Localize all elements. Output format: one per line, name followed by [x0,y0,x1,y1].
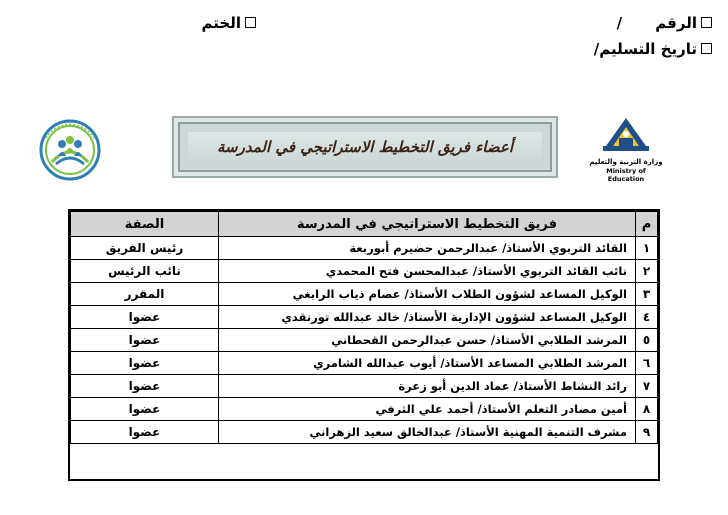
delivery-date-field [560,40,712,58]
stamp-field [176,14,256,32]
table-row [71,283,658,306]
table-row [71,352,658,375]
col-header-role: الصفة [71,212,219,237]
table-row [71,237,658,260]
team-table [70,211,658,444]
ministry-emblem-icon [601,116,651,154]
table-row [71,398,658,421]
table-row [71,421,658,444]
ministry-logo [588,116,664,183]
member-name: نائب القائد التربوي الأستاذ/ عبدالمحسن فتح المحمدي [219,260,636,283]
ministry-english-text: Ministry of Education [606,167,646,183]
row-number: ٨ [636,398,658,421]
number-label: الرقم [655,14,697,32]
table-header-row [71,212,658,237]
member-role: عضوا [71,375,219,398]
row-number: ٦ [636,352,658,375]
member-name: أمين مصادر التعلم الأستاذ/ أحمد علي الثرفي [219,398,636,421]
member-name: مشرف التنمية المهنية الأستاذ/ عبدالخالق سعيد الزهراني [219,421,636,444]
delivery-date-label: تاريخ التسليم/ [593,40,697,58]
checkbox-icon [701,43,712,54]
row-number: ٥ [636,329,658,352]
member-role: عضوا [71,306,219,329]
school-logo [38,112,102,182]
number-separator: / [616,14,623,32]
member-name: الوكيل المساعد لشؤون الطلاب الأستاذ/ عصام ذياب الرابغي [219,283,636,306]
member-role: المقرر [71,283,219,306]
table-row [71,329,658,352]
table-row [71,375,658,398]
col-header-num: م [636,212,658,237]
number-field [572,14,712,32]
row-number: ٧ [636,375,658,398]
member-role: عضوا [71,329,219,352]
row-number: ٩ [636,421,658,444]
member-name: القائد التربوي الأستاذ/ عبدالرحمن حضيرم أبوربعة [219,237,636,260]
col-header-team: فريق التخطيط الاستراتيجي في المدرسة [219,212,636,237]
checkbox-icon [245,17,256,28]
banner-title: أعضاء فريق التخطيط الاستراتيجي في المدرسة [217,138,513,156]
member-role: عضوا [71,421,219,444]
stamp-label: الختم [201,14,241,32]
member-role: عضوا [71,398,219,421]
member-role: عضوا [71,352,219,375]
row-number: ١ [636,237,658,260]
table-row [71,306,658,329]
member-role: نائب الرئيس [71,260,219,283]
title-banner [172,116,558,178]
member-role: رئيس الفريق [71,237,219,260]
row-number: ٣ [636,283,658,306]
checkbox-icon [701,17,712,28]
member-name: رائد النشاط الأستاذ/ عماد الدين أبو زعرة [219,375,636,398]
row-number: ٢ [636,260,658,283]
member-name: المرشد الطلابي المساعد الأستاذ/ أيوب عبدالله الشامري [219,352,636,375]
table-row [71,260,658,283]
member-name: الوكيل المساعد لشؤون الإدارية الأستاذ/ خالد عبدالله تورنقدي [219,306,636,329]
row-number: ٤ [636,306,658,329]
member-name: المرشد الطلابي الأستاذ/ حسن عبدالرحمن القحطاني [219,329,636,352]
ministry-arabic-text: وزارة التربية والتعليم [589,158,663,166]
people-circle-icon [38,112,102,182]
